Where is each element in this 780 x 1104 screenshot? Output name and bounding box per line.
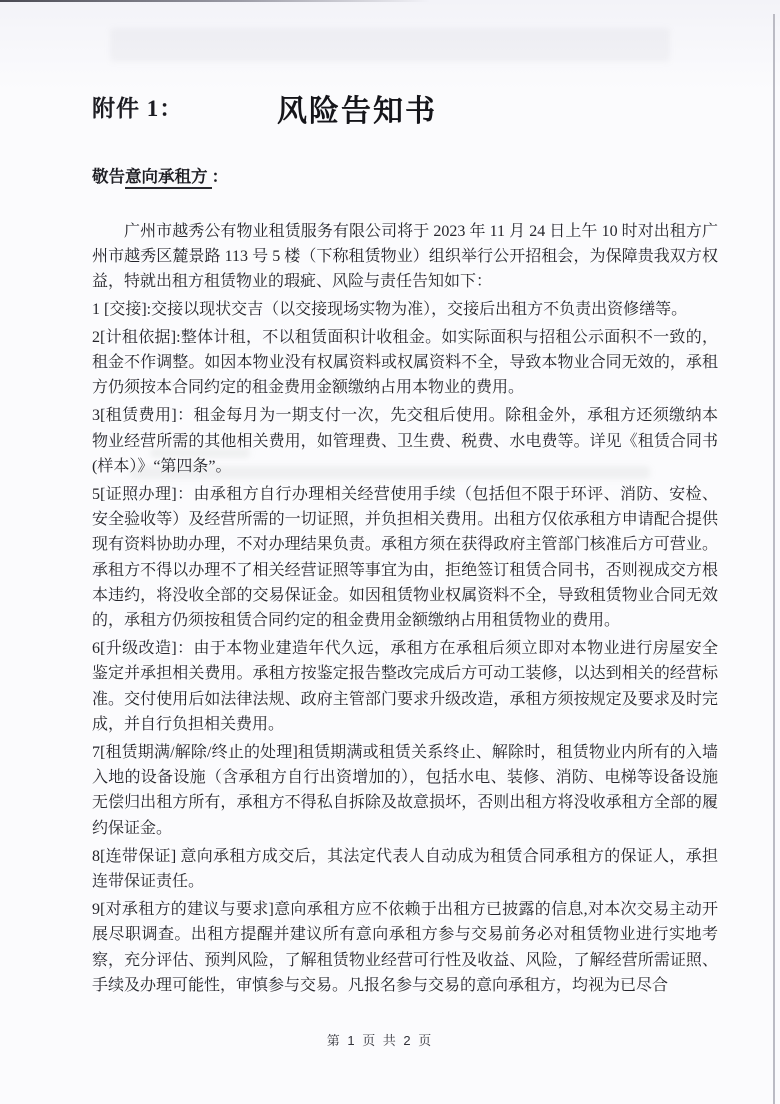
clause-paragraph: 5[证照办理]：由承租方自行办理相关经营使用手续（包括但不限于环评、消防、安检、安全验收等）及经营所需的一切证照，并负担相关费用。出租方仅依承租方申请配合提供现有资料协助办理，不对办理结果负责。承租方须在获得政府主管部门核准后方可营业。承租方不得以办理不了相关经营证照等事宜为由，拒绝签订租赁合同书，否则视成交方根本违约，将没收全部的交易保证金。如因租赁物业权属资料不全，导致租赁物业合同无效的，承租方仍须按租赁合同约定的租金费用金额缴纳占用租赁物业的费用。 — [92, 486, 718, 630]
page-number-footer: 第 1 页 共 2 页 — [326, 1033, 434, 1048]
salutation-addressee-underlined: 意向承租方 — [125, 167, 212, 189]
clause-paragraph: 7[租赁期满/解除/终止的处理]租赁期满或租赁关系终止、解除时，租赁物业内所有的入墙入地的设备设施（含承租方自行出资增加的），包括水电、装修、消防、电梯等设备设施无偿归出租方所有，承租方不得私自拆除及故意损坏，否则出租方将没收承租方全部的履约保证金。 — [92, 744, 718, 837]
clause-paragraph: 8[连带保证] 意向承租方成交后，其法定代表人自动成为租赁合同承租方的保证人，承担连带保证责任。 — [92, 847, 718, 891]
attachment-label: 附件 1： — [92, 96, 184, 121]
page-title: 风险告知书 — [277, 95, 437, 128]
salutation-colon: ： — [211, 167, 229, 186]
clause-list — [92, 297, 718, 998]
salutation-prefix: 敬告 — [92, 167, 125, 186]
scan-edge-right — [773, 14, 775, 1104]
clause-paragraph: 6[升级改造]：由于本物业建造年代久远，承租方在承租后须立即对本物业进行房屋安全鉴定并承担相关费用。承租方按鉴定报告整改完成后方可动工装修，以达到相关的经营标准。交付使用后如法律法规、政府主管部门要求升级改造，承租方须按规定及要求及时完成，并自行负担相关费用。 — [92, 640, 718, 733]
clause-paragraph: 9[对承租方的建议与要求]意向承租方应不依赖于出租方已披露的信息,对本次交易主动开展尽职调查。出租方提醒并建议所有意向承租方参与交易前务必对租赁物业进行实地考察，充分评估、预判风险，了解租赁物业经营可行性及收益、风险，了解经营所需证照、手续及办理可能性，审慎参与交易。凡报名参与交易的意向承租方，均视为已尽合 — [92, 901, 718, 994]
scan-edge-top — [0, 0, 430, 2]
clause-paragraph: 3[租赁费用]：租金每月为一期支付一次，先交租后使用。除租金外，承租方还须缴纳本物业经营所需的其他相关费用，如管理费、卫生费、税费、水电费等。详见《租赁合同书(样本）》“第四条”。 — [92, 407, 718, 475]
salutation-line — [92, 163, 228, 187]
clause-paragraph: 1 [交接]:交接以现状交吉（以交接现场实物为准），交接后出租方不负责出资修缮等。 — [92, 300, 688, 318]
document-body — [92, 219, 718, 1001]
clause-paragraph: 2[计租依据]:整体计租，不以租赁面积计收租金。如实际面积与招租公示面积不一致的，租金不作调整。如因本物业没有权属资料或权属资料不全，导致本物业合同无效的，承租方仍须按本合同约定的租金费用金额缴纳占用本物业的费用。 — [92, 328, 718, 397]
intro-paragraph: 广州市越秀公有物业租赁服务有限公司将于 2023 年 11 月 24 日上午 10 时对出租方广州市越秀区麓景路 113 号 5 楼（下称租赁物业）组织举行公开招租会，为保障贵我双方权益，特就出租方租赁物业的瑕疵、风险与责任告知如下： — [92, 223, 718, 291]
bleed-through-ghost — [110, 28, 670, 62]
